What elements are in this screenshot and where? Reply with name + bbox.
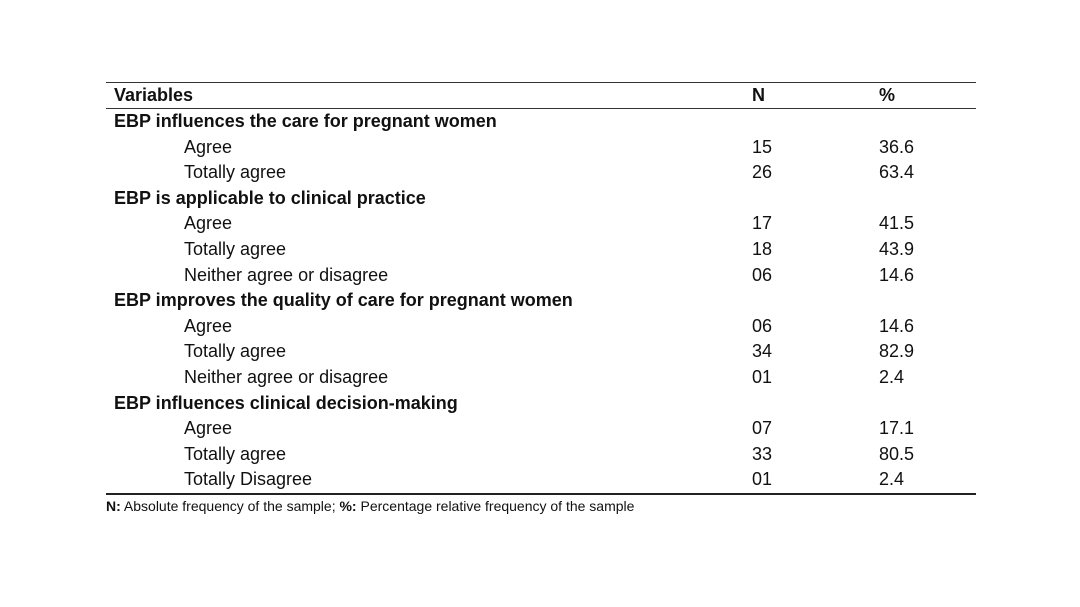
n-value: 06: [752, 264, 773, 285]
header-row: [106, 83, 976, 109]
n-value: 34: [752, 341, 773, 362]
n-value: 26: [752, 162, 773, 183]
group-row: [106, 288, 976, 314]
percent-value: 14.6: [879, 315, 915, 336]
footnote-percent-text: Percentage relative frequency of the sample: [360, 498, 635, 514]
percent-value: 2.4: [879, 469, 905, 490]
footnote-percent-key: %:: [339, 498, 357, 514]
response-label: Agree: [184, 213, 233, 234]
table-row: [106, 339, 976, 365]
group-row: [106, 391, 976, 417]
table-row: [106, 365, 976, 391]
percent-value: 43.9: [879, 238, 915, 259]
n-value: 15: [752, 136, 773, 157]
results-table-container: [106, 82, 976, 495]
table-row: [106, 416, 976, 442]
group-row: [106, 109, 976, 135]
group-title: EBP influences the care for pregnant women: [114, 111, 497, 131]
header-n: N: [752, 85, 765, 105]
n-value: 17: [752, 213, 773, 234]
n-value: 18: [752, 238, 773, 259]
group-title: EBP is applicable to clinical practice: [114, 187, 426, 208]
percent-value: 63.4: [879, 162, 915, 183]
table-row: [106, 314, 976, 340]
group-title: EBP influences clinical decision-making: [114, 392, 458, 413]
table-row: [106, 160, 976, 186]
footnote-n-key: N:: [106, 498, 121, 514]
footnote-n-text: Absolute frequency of the sample;: [123, 498, 336, 514]
percent-value: 36.6: [879, 136, 915, 157]
table-row: [106, 237, 976, 263]
group-row: [106, 186, 976, 212]
table-footnote: [106, 498, 634, 514]
table-header: [106, 83, 976, 109]
n-value: 33: [752, 443, 773, 464]
n-value: 01: [752, 366, 773, 387]
table-row: [106, 211, 976, 237]
table-row: [106, 263, 976, 289]
response-label: Agree: [184, 315, 233, 336]
percent-value: 41.5: [879, 213, 915, 234]
n-value: 06: [752, 315, 773, 336]
table-row: [106, 135, 976, 161]
response-label: Totally agree: [184, 238, 287, 259]
response-label: Totally Disagree: [184, 469, 313, 490]
percent-value: 2.4: [879, 366, 905, 387]
header-variables: Variables: [114, 85, 194, 105]
response-label: Neither agree or disagree: [184, 264, 389, 285]
response-label: Totally agree: [184, 443, 287, 464]
results-table: [106, 82, 976, 495]
n-value: 07: [752, 418, 773, 439]
percent-value: 17.1: [879, 418, 915, 439]
n-value: 01: [752, 469, 773, 490]
response-label: Neither agree or disagree: [184, 366, 389, 387]
table-row: [106, 467, 976, 494]
table-row: [106, 442, 976, 468]
response-label: Agree: [184, 136, 233, 157]
response-label: Totally agree: [184, 162, 287, 183]
percent-value: 82.9: [879, 341, 915, 362]
response-label: Agree: [184, 418, 233, 439]
header-percent: %: [879, 85, 896, 105]
table-body: [106, 109, 976, 494]
percent-value: 14.6: [879, 264, 915, 285]
group-title: EBP improves the quality of care for pregnant women: [114, 290, 573, 311]
percent-value: 80.5: [879, 443, 915, 464]
response-label: Totally agree: [184, 341, 287, 362]
